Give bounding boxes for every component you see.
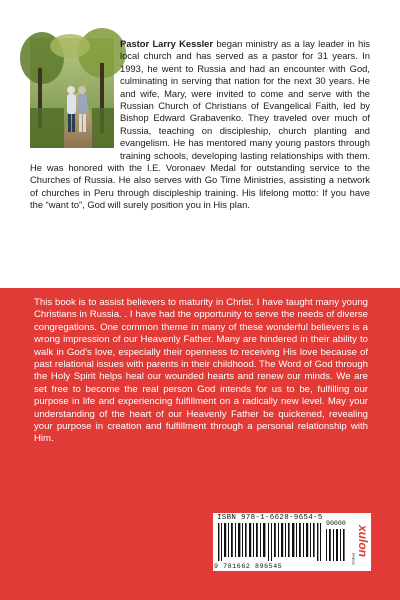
publisher-logo-text: xulon (356, 525, 370, 557)
isbn-label: ISBN 978-1-6628-9654-5 (217, 514, 323, 522)
publisher-logo-sub: PRESS (351, 553, 355, 565)
price-code: 90000 (326, 520, 346, 527)
publisher-logo (350, 521, 368, 567)
barcode-bars (216, 523, 348, 561)
barcode-digits: 9 781662 896545 (214, 563, 283, 570)
book-description: This book is to assist believers to maturity in Christ. I have taught many young Christians in Russia. . I have had the opportunity to serve the needs of diverse congregations. One common theme in many of these wonderful believers is a wrong impression of our Heavenly Father. Many are hindered in their ability to walk in God’s love, especially their openness to receiving His love because of past relational issues with parents in their childhood. The Word of God through the Holy Spirit helps heal our wounded hearts and renew our minds. We are set free to become the real person God intends for us to be, fulfilling our purpose in life and experiencing fulfillment on a radically new level. May your understanding of the heart of our Heavenly Father be quickened, revealing your purpose in creation and fulfillment through a personal relationship with Him. (34, 297, 368, 445)
author-bio-text: began ministry as a lay leader in his local church and has served as a pastor for 31 years. In 1993, he went to Russia and had an encounter with God, culminating in serving that nation for the next 30 years. He and wife, Mary, were invited to come and serve with the Russian Church of Christians of Evangelical Faith, led by Bishop Edward Grabavenko. They traveled over much of Russia, teaching on discipleship, church planting and evangelism. He has mentored many young pastors through training schools, developing lasting relationships with them. He was honored with the I.E. Voronaev Medal for outstanding service to the Churches of Russia. He also serves with Go Time Ministries, assisting a network of churches in Peru through discipleship training. His lifelong motto: If you have the “want to”, God will surely position you in His plan. (30, 38, 370, 211)
author-bio (30, 38, 370, 212)
author-name: Pastor Larry Kessler (120, 38, 214, 49)
